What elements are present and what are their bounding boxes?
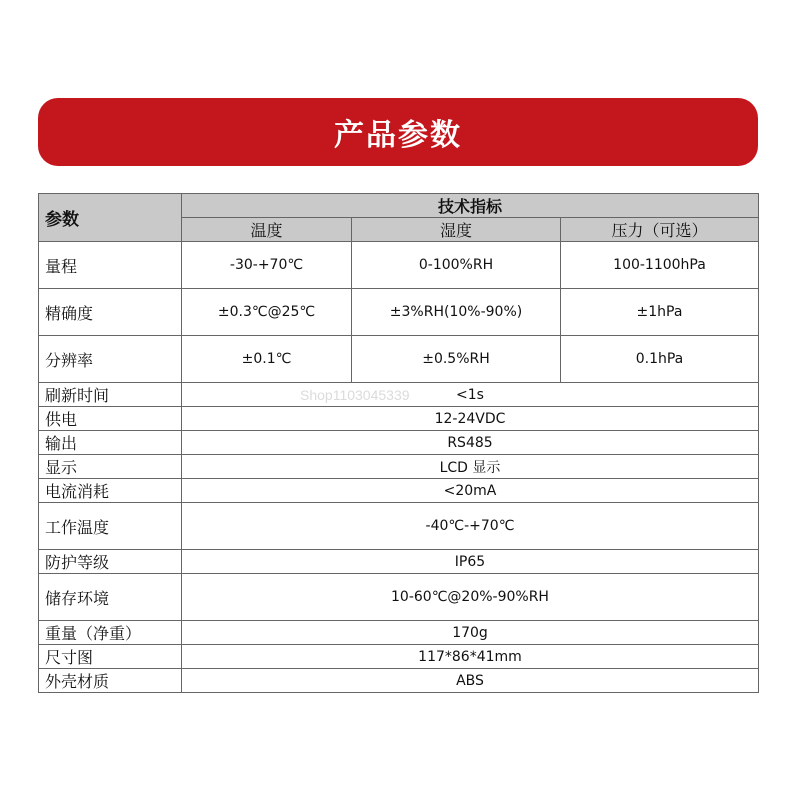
table-row [39,383,759,407]
row-value: ABS [182,669,759,693]
pressure-cell: ±1hPa [561,289,759,336]
table-row [39,503,759,550]
row-label: 防护等级 [39,550,182,574]
temperature-cell: ±0.3℃@25℃ [182,289,352,336]
table-row [39,289,759,336]
row-value: 10-60℃@20%-90%RH [182,574,759,621]
table-row [39,479,759,503]
row-label: 工作温度 [39,503,182,550]
shop-watermark: Shop1103045339 [300,387,410,403]
row-label: 电流消耗 [39,479,182,503]
spec-group-header: 技术指标 [182,194,759,218]
row-value: <20mA [182,479,759,503]
humidity-header: 湿度 [352,218,561,242]
table-row [39,645,759,669]
banner-title: 产品参数 [334,118,462,153]
param-header: 参数 [39,194,182,242]
pressure-cell: 0.1hPa [561,336,759,383]
temperature-cell: ±0.1℃ [182,336,352,383]
humidity-cell: ±3%RH(10%-90%) [352,289,561,336]
table-row [39,407,759,431]
row-value: 117*86*41mm [182,645,759,669]
row-value: LCD 显示 [182,455,759,479]
row-label: 精确度 [39,289,182,336]
table-row [39,669,759,693]
row-label: 显示 [39,455,182,479]
spec-table [38,193,759,693]
pressure-header: 压力（可选） [561,218,759,242]
humidity-cell: 0-100%RH [352,242,561,289]
row-label: 重量（净重） [39,621,182,645]
row-label: 刷新时间 [39,383,182,407]
table-row [39,336,759,383]
row-value: 12-24VDC [182,407,759,431]
row-label: 储存环境 [39,574,182,621]
humidity-cell: ±0.5%RH [352,336,561,383]
row-label: 尺寸图 [39,645,182,669]
temperature-header: 温度 [182,218,352,242]
table-row [39,431,759,455]
row-label: 外壳材质 [39,669,182,693]
table-row [39,621,759,645]
row-value: IP65 [182,550,759,574]
row-value: RS485 [182,431,759,455]
table-row [39,455,759,479]
table-row [39,574,759,621]
row-label: 供电 [39,407,182,431]
row-label: 输出 [39,431,182,455]
row-value: <1s [182,383,759,407]
row-value: 170g [182,621,759,645]
temperature-cell: -30-+70℃ [182,242,352,289]
row-label: 分辨率 [39,336,182,383]
table-row [39,242,759,289]
table-row [39,550,759,574]
title-banner [38,98,758,166]
pressure-cell: 100-1100hPa [561,242,759,289]
row-value: -40℃-+70℃ [182,503,759,550]
row-label: 量程 [39,242,182,289]
